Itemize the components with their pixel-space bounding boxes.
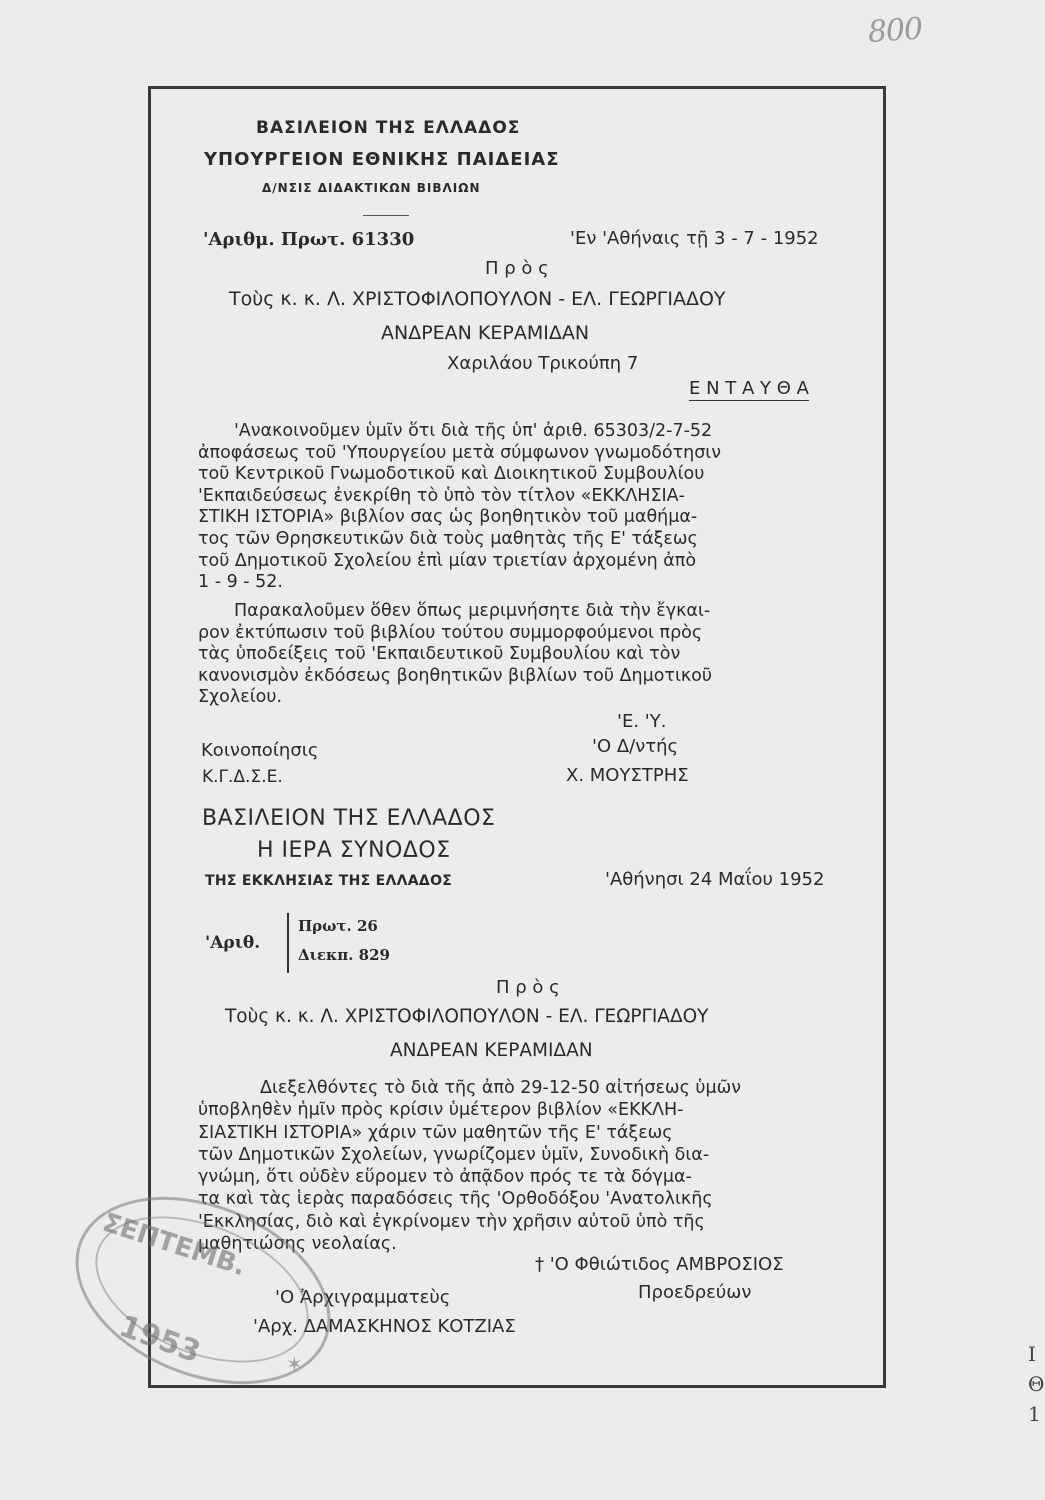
pencil-annotation: 800 xyxy=(866,11,924,51)
letter1-recipient2: ΑΝΔΡΕΑΝ ΚΕΡΑΜΙΔΑΝ xyxy=(381,322,590,344)
text-line: γνώμη, ὅτι οὐδὲν εὕρομεν τὸ ἀπᾷδον πρός τε τὰ δόγμα- xyxy=(198,1167,692,1188)
text-line: Σχολείου. xyxy=(198,687,283,708)
header-divider xyxy=(363,215,409,216)
letter2-presiding: Προεδρεύων xyxy=(638,1282,752,1303)
letter2-body-paragraph xyxy=(198,1077,861,1255)
letter1-address: Χαριλάου Τρικούπη 7 xyxy=(447,353,639,374)
letter2-recipient2: ΑΝΔΡΕΑΝ ΚΕΡΑΜΙΔΑΝ xyxy=(390,1040,593,1061)
text-line: μαθητιώσης νεολαίας. xyxy=(198,1234,397,1255)
letter1-location: Ε Ν Τ Α Υ Θ Α xyxy=(689,378,809,399)
text-line: ὑποβληθὲν ἡμῖν πρὸς κρίσιν ὑμέτερον βιβλίον «ΕΚΚΛΗ- xyxy=(198,1100,684,1121)
letter1-signer: Χ. ΜΟΥΣΤΡΗΣ xyxy=(566,765,689,786)
letter2-date: 'Αθήνησι 24 Μαΐου 1952 xyxy=(605,869,825,890)
text-line: τοῦ Κεντρικοῦ Γνωμοδοτικοῦ καὶ Διοικητικοῦ Συμβουλίου xyxy=(198,464,705,485)
letter2-metropolitan-signature: † 'Ο Φθιώτιδος ΑΜΒΡΟΣΙΟΣ xyxy=(535,1254,784,1275)
stamp-star-icon: ✶ xyxy=(286,1352,303,1376)
text-line: τῶν Δημοτικῶν Σχολείων, γνωρίζομεν ὑμῖν, Συνοδικὴ δια- xyxy=(198,1144,710,1165)
letter2-arith: 'Αριθ. xyxy=(205,933,261,953)
letter1-pros: Π ρ ὸ ς xyxy=(485,258,549,279)
text-line: Διεξελθόντες τὸ διὰ τῆς ἀπὸ 29-12-50 αἰτήσεως ὑμῶν xyxy=(260,1078,742,1098)
letter2-recipients: Τοὺς κ. κ. Λ. ΧΡΙΣΤΟΦΙΛΟΠΟΥΛΟΝ - ΕΛ. ΓΕΩΡΓΙΑΔΟΥ xyxy=(225,1006,709,1027)
letter1-sig-ey: 'Ε. 'Υ. xyxy=(617,711,667,732)
text-line: τὰς ὑποδείξεις τοῦ 'Εκπαιδευτικοῦ Συμβουλίου καὶ τὸν xyxy=(198,644,681,665)
text-line: ἀποφάσεως τοῦ 'Υπουργείου μετὰ σύμφωνον γνωμοδότησιν xyxy=(198,442,721,463)
stamp-month: ΣΕΠΤΕΜΒ. xyxy=(98,1207,250,1283)
text-line: τοῦ Δημοτικοῦ Σχολείου ἐπὶ μίαν τριετίαν ἀρχομένη ἀπὸ xyxy=(198,550,697,571)
letter1-header-directorate: Δ/ΝΣΙΣ ΔΙΔΑΚΤΙΚΩΝ ΒΙΒΛΙΩΝ xyxy=(262,181,481,195)
stamp-year: 1953 xyxy=(114,1308,205,1371)
letter1-body-paragraph1 xyxy=(198,421,861,594)
letter1-director-title: 'Ο Δ/ντής xyxy=(592,736,679,757)
text-line: Παρακαλοῦμεν ὅθεν ὅπως μεριμνήσητε διὰ τὴν ἔγκαι- xyxy=(234,601,711,621)
text-line: κανονισμὸν ἐκδόσεως βοηθητικῶν βιβλίων τοῦ Δημοτικοῦ xyxy=(198,665,713,686)
letter2-diekp: Διεκπ. 829 xyxy=(298,946,390,964)
letter2-secretary-title: 'Ο Ἀρχιγραμματεὺς xyxy=(275,1287,451,1308)
letter1-date: 'Εν 'Αθήναις τῇ 3 - 7 - 1952 xyxy=(570,228,819,249)
text-line: τος τῶν Θρησκευτικῶν διὰ τοὺς μαθητὰς τῆς Ε' τάξεως xyxy=(198,528,698,549)
letter2-header-synod: Η ΙΕΡΑ ΣΥΝΟΔΟΣ xyxy=(257,838,451,863)
letter2-protocol: Πρωτ. 26 xyxy=(298,917,378,935)
letter1-body-paragraph2 xyxy=(198,601,861,709)
letter2-header-kingdom: ΒΑΣΙΛΕΙΟΝ ΤΗΣ ΕΛΛΑΔΟΣ xyxy=(202,806,496,831)
text-line: 'Ανακοινοῦμεν ὑμῖν ὅτι διὰ τῆς ὑπ' ἀριθ. 65303/2-7-52 xyxy=(234,421,713,441)
letter1-kgdse: Κ.Γ.Δ.Σ.Ε. xyxy=(202,767,283,787)
text-line: ρον ἐκτύπωσιν τοῦ βιβλίου τούτου συμμορφούμενοι πρὸς xyxy=(198,622,703,643)
letter1-koinopoiisis: Κοινοποίησις xyxy=(201,740,319,761)
text-line: ΣΤΙΚΗ ΙΣΤΟΡΙΑ» βιβλίον σας ὡς βοηθητικὸν τοῦ μαθήμα- xyxy=(198,507,698,528)
letter2-secretary-name: 'Αρχ. ΔΑΜΑΣΚΗΝΟΣ ΚΟΤΖΙΑΣ xyxy=(253,1316,516,1337)
letter1-protocol: 'Αριθμ. Πρωτ. 61330 xyxy=(203,229,415,250)
letter2-pros: Π ρ ὸ ς xyxy=(496,977,560,998)
text-line: ΣΙΑΣΤΙΚΗ ΙΣΤΟΡΙΑ» χάριν τῶν μαθητῶν τῆς Ε' τάξεως xyxy=(198,1122,673,1143)
letter1-recipients: Τοὺς κ. κ. Λ. ΧΡΙΣΤΟΦΙΛΟΠΟΥΛΟΝ - ΕΛ. ΓΕΩΡΓΙΑΔΟΥ xyxy=(229,288,726,310)
letter1-header-ministry: ΥΠΟΥΡΓΕΙΟΝ ΕΘΝΙΚΗΣ ΠΑΙΔΕΙΑΣ xyxy=(204,149,560,170)
edge-letter: 1 xyxy=(1028,1402,1041,1426)
letter2-header-church: ΤΗΣ ΕΚΚΛΗΣΙΑΣ ΤΗΣ ΕΛΛΑΔΟΣ xyxy=(205,873,453,889)
text-line: 1 - 9 - 52. xyxy=(198,572,283,593)
edge-letter: Θ xyxy=(1028,1372,1045,1396)
text-line: τα καὶ τὰς ἱερὰς παραδόσεις τῆς 'Ορθοδόξου 'Ανατολικῆς xyxy=(198,1189,713,1210)
letter1-header-kingdom: ΒΑΣΙΛΕΙΟΝ ΤΗΣ ΕΛΛΑΔΟΣ xyxy=(256,118,521,138)
text-line: 'Εκκλησίας, διὸ καὶ ἐγκρίνομεν τὴν χρῆσιν αὐτοῦ ὑπὸ τῆς xyxy=(198,1211,705,1232)
text-line: 'Εκπαιδεύσεως ἐνεκρίθη τὸ ὑπὸ τὸν τίτλον «ΕΚΚΛΗΣΙΑ- xyxy=(198,485,685,506)
brace-line xyxy=(287,913,289,973)
edge-letter: Ι xyxy=(1028,1342,1036,1366)
